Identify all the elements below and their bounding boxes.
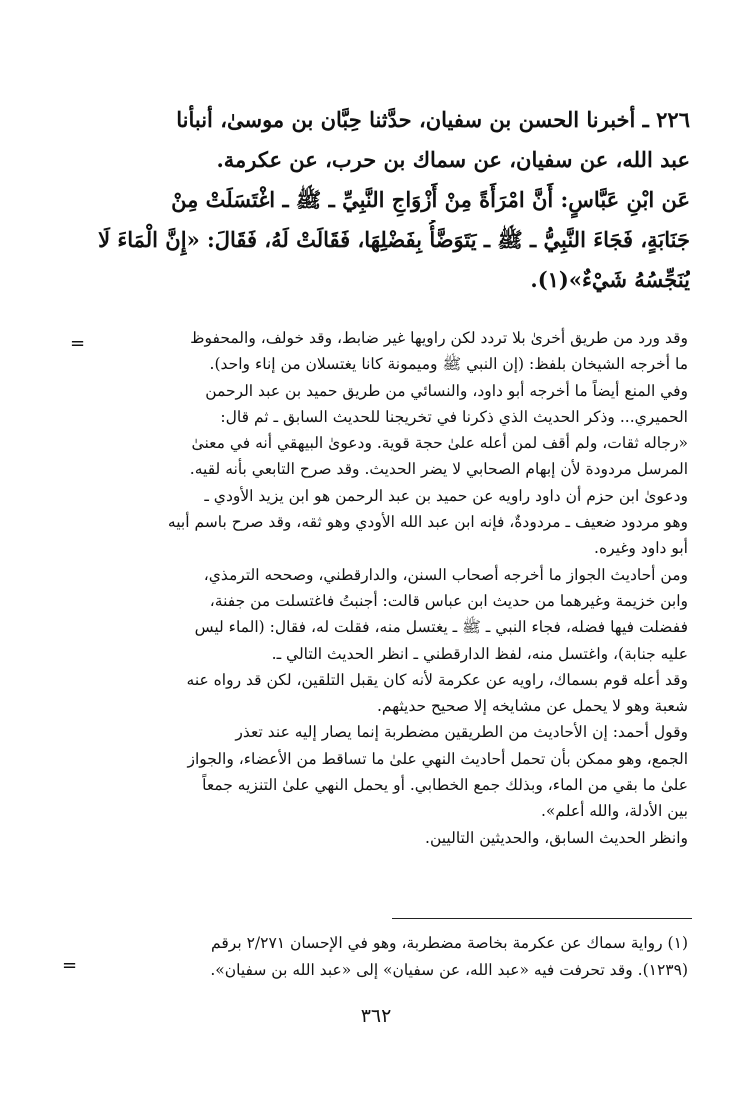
note-line: ما أخرجه الشيخان بلفظ: (إن النبي ﷺ وميمونة كانا يغتسلان من إناء واحد). — [209, 355, 688, 374]
note-line: وقد ورد من طريق أخرىٰ بلا تردد لكن راويها غير ضابط، وقد خولف، والمحفوظ — [190, 329, 688, 347]
note-line: وهو مردود ضعيف ـ مردودةٌ، فإنه ابن عبد الله الأودي وهو ثقه، وقد صرح باسم أبيه — [167, 513, 688, 532]
footnote-line: (١٢٣٩). وقد تحرفت فيه «عبد الله، عن سفيان» إلى «عبد الله بن سفيان». — [210, 961, 688, 979]
footnote — [88, 930, 688, 984]
note-line: وانظر الحديث السابق، والحديثين التاليين. — [425, 828, 688, 847]
note-line: بين الأدلة، والله أعلم». — [540, 802, 688, 821]
hadith-line: ٢٢٦ ـ أخبرنا الحسن بن سفيان، حدَّثنا حِبَّان بن موسىٰ، أنبأنا — [176, 107, 690, 132]
note-line: الحميري... وذكر الحديث الذي ذكرنا في تخريجنا للحديث السابق ـ ثم قال: — [220, 407, 688, 426]
note-line: ففضلت فيها فضله، فجاء النبي ـ ﷺ ـ يغتسل منه، فقلت له، فقال: (الماء ليس — [194, 618, 688, 637]
note-line: ومن أحاديث الجواز ما أخرجه أصحاب السنن، والدارقطني، وصححه الترمذي، — [203, 565, 688, 584]
commentary-notes — [88, 325, 688, 851]
continuation-mark-top: = — [70, 333, 86, 354]
note-line: أبو داود وغيره. — [594, 539, 688, 558]
note-line: المرسل مردودة لأن إبهام الصحابي لا يضر الحديث. وقد صرح التابعي بأنه لقيه. — [189, 460, 688, 479]
note-line: وقد أعله قوم بسماك، راويه عن عكرمة لأنه كان يقبل التلقين، لكن قد رواه عنه — [186, 670, 688, 689]
note-line: شعبة وهو لا يحمل عن مشايخه إلا صحيح حديثهم. — [376, 697, 688, 716]
hadith-line: جَنَابَةٍ، فَجَاءَ النَّبِيُّ ـ ﷺ ـ يَتَوَضَّأُ بِفَضْلِهَا، فَقَالَتْ لَهُ، فَقَالَ: «إِنَّ الْمَاءَ لَا — [98, 227, 690, 252]
hadith-text — [70, 100, 690, 300]
note-line: علىٰ ما بقي من الماء، وبذلك جمع الخطابي. أو يحمل النهي علىٰ التنزيه جمعاً — [202, 776, 688, 795]
note-line: الجمع، وهو ممكن بأن تحمل أحاديث النهي علىٰ ما تساقط من الأعضاء، والجواز — [187, 749, 688, 768]
hadith-line: يُنَجِّسُهُ شَيْءٌ»(١). — [530, 267, 690, 292]
note-line: وفي المنع أيضاً ما أخرجه أبو داود، والنسائي من طريق حميد بن عبد الرحمن — [205, 381, 688, 400]
note-line: «رجاله ثقات، ولم أقف لمن أعله علىٰ حجة قوية. ودعوىٰ البيهقي أنه في معنىٰ — [191, 434, 688, 453]
note-line: ودعوىٰ ابن حزم أن داود راويه عن حميد بن عبد الرحمن هو ابن يزيد الأودي ـ — [204, 486, 688, 505]
footnote-line: (١) رواية سماك عن عكرمة بخاصة مضطربة، وهو في الإحسان ٢/٢٧١ برقم — [211, 934, 688, 952]
hadith-line: عبد الله، عن سفيان، عن سماك بن حرب، عن عكرمة. — [216, 147, 690, 172]
page-number: ٣٦٢ — [360, 1005, 392, 1027]
note-line: وابن خزيمة وغيرهما من حديث ابن عباس قالت: أجنبتُ فاغتسلت من جفنة، — [209, 591, 688, 610]
note-line: وقول أحمد: إن الأحاديث من الطريقين مضطربة إنما يصار إليه عند تعذر — [235, 723, 688, 742]
footnote-separator — [392, 918, 692, 919]
hadith-line: عَن ابْنِ عَبَّاسٍ: أَنَّ امْرَأَةً مِنْ أَزْوَاجِ النَّبِيِّ ـ ﷺ ـ اغْتَسَلَتْ مِنْ — [171, 187, 690, 212]
note-line: عليه جنابة)، واغتسل منه، لفظ الدارقطني ـ انظر الحديث التالي ـ. — [271, 644, 688, 663]
continuation-mark-bottom: = — [62, 955, 78, 976]
